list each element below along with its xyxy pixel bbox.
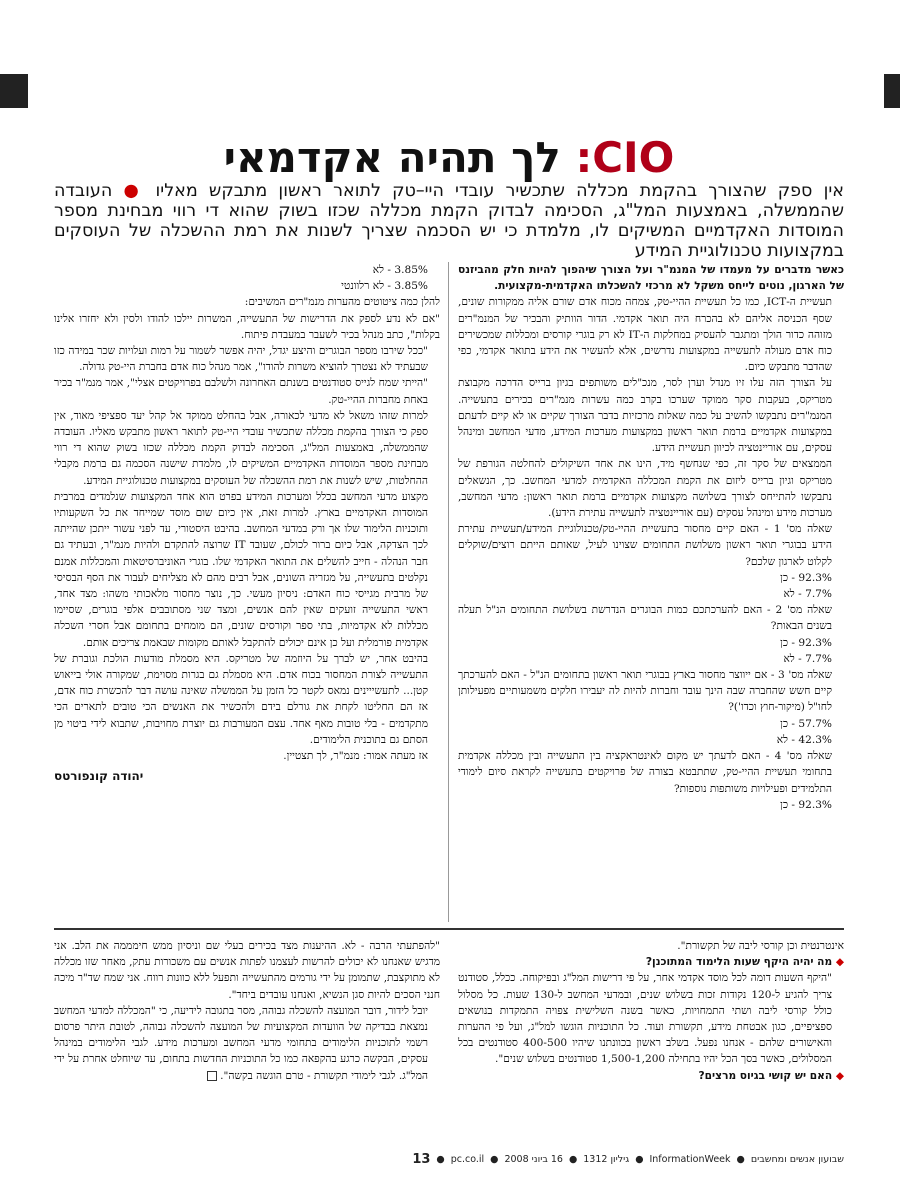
paragraph: למרות שזהו משאל לא מדעי לכאורה, אבל בהחלט ממוקד אל קהל יעד ספציפי מאוד, אין ספק כי הצורך בהקמת מכללה שתכשיר עובדי היי-טק לתואר ראשון מתבקש מאליו. העובדה שהממשלה, באמצעות המל"ג, הסכימה לבדוק הקמת מכללה שכזו בשוק שהוא די רווי מבחינת מספר המוסדות האקדמיים המשיקים לו, מלמדת שישנה הסכמה גם ברמת מקבלי ההחלטות, שיש לשנות את רמת ההשכלה של העוסקים במקצועות טכנולוגיית המידע. [54, 409, 428, 487]
paragraph: בהיבט אחר, יש לברך על היוזמה של מטריקס. היא מסמלת מודעות הולכת וגוברת של התעשייה לצורת המחסור בכוח אדם. היא מסמלת גם בגרות מסוימת, שמקורה אולי בייאוש קטן... לתעשייינים נמאס לקטר כל הזמן על הממשלה שאינה עושה דבר להכשרת כוח אדם, אז הם החליטו לקחת את גורלם בידם ולהכשיר את האנשים הכי טובים לתארים הכי מתקדמים - בלי טובות מאף אחד. עצם המעורבות גם יוצרת מחויבות, שתבוא לידי ביטוי מן הסתם גם בתוכנית הלימודים. [54, 652, 428, 746]
survey-question-1: שאלה מס' 1 - האם קיים מחסור בתעשיית ההיי-טק/טכנולוגיית המידע/תעשיית עתירת הידע בבוגרי תואר ראשון משלושת התחומים שצוינו לעיל, שאותם הייתם רוצים/שוקלים לקלוט לארגון שלכם? [458, 523, 832, 568]
top-left-bar [0, 74, 28, 108]
diamond-icon: ◆ [835, 956, 844, 969]
subhead [458, 954, 844, 970]
headline-title: לך תהיה אקדמאי [223, 133, 561, 182]
survey-question-2: שאלה מס' 2 - האם להערכתכם כמות הבוגרים הנדרשת בשלושת התחומים הנ"ל תעלה בשנים הבאות? [458, 604, 832, 633]
top-right-bar [884, 74, 900, 108]
paragraph: "להפתעתי הרבה - לא. ההיענות מצד בכירים בעלי שם וניסיון ממש חימממה את הלב. אני מדגיש שאנחנו לא יכולים להרשות לעצמנו לפתות אנשים עם משכורות עתק, מאחר שזו מכללה לא מתוקצבת, שתמומן על ידי גורמים מהתעשייה ותפעל ללא כוונות רווח. אני שמח שד"ר מיכה חנני הסכים להיות סגן הנשיא, ואנחנו עובדים ביחד". [54, 940, 440, 1001]
left-column [54, 262, 440, 785]
paragraph: אינטרנטית וכן קורסי ליבה של תקשורת". [677, 940, 844, 952]
headline-cio: CIO: [575, 133, 675, 182]
paragraph: על הצורך הזה עלו זיו מנדל וערן לסר, מנכ"לים משותפים בגיון ברייס הדרכה מקבוצת מטריקס, בעקבות סקר ממוקד שערכו בקרב כמה עשרות מנמ"רים בכירים בתעשייה. המנמ"רים נתבקשו להשיב על כמה שאלות מרכזיות בדבר הצורך שקיים או לא קיים לדעתם במקצועות אקדמיים ברמת תואר ראשון במקצועות מערכות המידע, מדעי המחשב ומינהל עסקים, עם אוריינטציה לכיוון תעשיית הידע. [458, 377, 832, 455]
subhead [458, 1068, 844, 1084]
page [54, 0, 844, 1202]
survey-answer: 7.7% - לא [783, 588, 832, 601]
main-columns [54, 262, 844, 922]
footer-brand: InformationWeek [649, 1154, 731, 1165]
headline [54, 130, 844, 186]
quote: "הייתי שמח לגייס סטודנטים בשנתם האחרונה ולשלבם בפרויקטים אצלי", אמר מנמ"ר בכיר באחת מחברות ההיי-טק. [54, 377, 428, 406]
paragraph: הממצאים של סקר זה, כפי שנחשף מיד, הינו את אחד השיקולים להחלטה הגורפת של מטריקס וגיון ברייס ליזום את הקמת המכללה האקדמית למדעי המחשב. כך, הנשאלים נתבקשו להתייחס לצורך בשלושה מקצועות אקדמיים ברמת תואר ראשון: מדעי המחשב, מערכות מידע ומינהל עסקים (עם אוריינטציה לתעשייה עתירת הידע). [458, 458, 832, 520]
quote: "אם לא נדע לספק את הדרישות של התעשייה, המשרות יילכו להודו ולסין ולא יחזרו אלינו בקלות", כתב מנהל בכיר לשעבר במעבדת פיתוח. [54, 312, 440, 341]
footer-separator-icon: ● [490, 1154, 499, 1165]
paragraph: מקצוע מדעי המחשב בכלל ומערכות המידע בפרט הוא אחד המקצועות שנלמדים במרבית המוסדות האקדמיים בארץ. למרות זאת, אין כיום שום מוסד שמייחד את כל השקעותיו ותוכניות הלימוד שלו אך ורק במדעי המחשב. בהיבט היסטורי, עד לפני עשור ייתכן שהייתה לכך הצדקה, אבל כיום ברור לכולם, שעובד IT שרוצה להתקדם ולהיות מנמ"ר, ובעתיד גם חבר הנהלה - חייב להשלים את התואר האקדמי שלו. בוגרי האוניברסיטאות והמכללות אמנם נקלטים בתעשייה, על מגזריה השונים, אבל רבים מהם לא מצליחים לעבור את הסף הבסיסי של מרבית מגייסי כוח האדם: ניסיון מעשי. כך, נוצר מחסור מלאכותי משהו: מצד אחד, ראשי התעשייה זועקים שאין להם אנשים, ומצד שני מסתובבים אלפי בוגרים, שסיימו מכללות לא אקדמיות, בתי ספר וקורסים שונים, הם מומחים בתחומם אבל חסרי השכלה אקדמית פורמלית ועל כן אינם יכולים להתקבל לאותם מקומות שבאמת צריכים אותם. [54, 490, 428, 649]
end-of-article-icon [207, 1071, 217, 1081]
paragraph: אז מעתה אמור: מנמ"ר, לך תצטיין. [283, 750, 428, 763]
survey-question-3: שאלה מס' 3 - אם ייווצר מחסור בארץ בבוגרי תואר ראשון בתחומים הנ"ל - האם להערכתך קיים חשש שהחברה שבה הינך עובד וחברות להיות לה יעבירו חלקים משמעותיים מפעילותן לחו"ל (מיקור-חוץ וכדו')? [458, 669, 832, 714]
footer-separator-icon: ● [436, 1154, 445, 1165]
footer-separator-icon: ● [635, 1154, 644, 1165]
lead-part2: העובדה שהממשלה, באמצעות המל"ג, הסכימה לבדוק הקמת מכללה שכזו בשוק שהוא די רווי מבחינת מספר המוסדות האקדמיים המשיקים לו, מלמדת כי יש הסכמה שצריך לשנות את רמת ההשכלה של העוסקים במקצועות טכנולוגיית המידע [54, 181, 844, 261]
byline: יהודה קונפורטס [54, 769, 144, 784]
bottom-left-column [54, 938, 440, 1084]
bullet-dot-icon: ● [123, 181, 145, 201]
subhead-text: האם יש קושי בגיוס מרצים? [698, 1069, 833, 1082]
paragraph-text: יובל לידור, דובר המועצה להשכלה גבוהה, מסר בתגובה לידיעה, כי "המכללה למדעי המחשב נמצאת בבדיקה של הוועדות המקצועיות של המועצה להשכלה גבוהה, לטובת היתר פרסום רשמי לתוכניות הלימודים בתחומי מדעי המחשב ומערכות מידע. לגבי הלימודים במינהל עסקים, הבקשה כרגע בהקפאה כמו כל התוכניות החדשות בתחום, עד שיוחלט אחרת על ידי המל"ג. לגבי לימודי תקשורת - טרם הוגשה בקשה". [54, 1004, 428, 1082]
paragraph: להלן כמה ציטוטים מהערות מנמ"רים המשיבים: [244, 296, 440, 309]
section-divider [54, 928, 844, 930]
survey-answer: 92.3% - כן [780, 636, 832, 649]
intro-paragraph: כאשר מדברים על מעמדו של המנמ"ר ועל הצורך שיהפוך להיות חלק מהביזנס של הארגון, נוטים לייחס משקל לא מרכזי להשכלתו האקדמית-מקצועית. [458, 264, 844, 293]
quote: "ככל שירבו מספר הבוגרים והיצע יגדל, יהיה אפשר לשמור על רמות ועלויות שכר במידה כזו שבעתיד לא נצטרך להוציא משרות להודו", אמר מנהל כוח אדם בחברת היי-טק גדולה. [54, 345, 428, 374]
paragraph: "היקף השעות דומה לכל מוסד אקדמי אחר, על פי דרישות המל"ג ובפיקוחה. ככלל, סטודנט צריך להגיע ל-120 נקודות זכות בשלוש שנים, ובמדעי המחשב ל-130 שעות. כל מסלול כולל קורסי ליבה ושתי התמחויות, כאשר בשנה השלישית צפויה התמקדות בנושאים ספציפיים, כגון אבטחת מידע, תקשורת ועוד. כל התוכניות הוגשו למל"ג, ועל פי ההערות והאישורים שלהם - אנחנו נפעל. בשלב ראשון בכוונתנו שיהיו 400-500 סטודנטים בכל המסלולים, כאשר בסך הכל יהיו בתחילה 1,500-1,200 סטודנטים בשלוש שנים". [458, 972, 833, 1066]
survey-answer: 92.3% - כן [780, 571, 832, 584]
footer-site: pc.co.il [450, 1154, 485, 1165]
lead-part1: אין ספק שהצורך בהקמת מכללה שתכשיר עובדי היי–טק לתואר ראשון מתבקש מאליו [155, 181, 844, 201]
column-divider [448, 262, 449, 922]
paragraph [54, 1003, 440, 1084]
footer-issue: גיליון 1312 [583, 1154, 630, 1165]
right-column [458, 262, 844, 813]
survey-question-4: שאלה מס' 4 - האם לדעתך יש מקום לאינטראקציה בין התעשייה ובין מכללה אקדמית בתחומי תעשיית ההיי-טק, שתתבטא בצורה של פרויקטים בתעשייה לקראת סיום לימודי התלמידים ופעילויות משותפות נוספות? [458, 750, 832, 795]
survey-answer: 7.7% - לא [783, 652, 832, 665]
bottom-right-column [458, 938, 844, 1084]
survey-answer: 57.7% - כן [780, 717, 832, 730]
subhead-text: מה יהיה היקף שעות הלימוד המתוכנן? [645, 956, 833, 969]
footer-separator-icon: ● [568, 1154, 578, 1165]
lead-paragraph [54, 181, 844, 261]
survey-answer: 3.85% - לא [372, 264, 428, 276]
footer-separator-icon: ● [736, 1154, 745, 1165]
survey-answer: 92.3% - כן [780, 798, 832, 811]
survey-answer: 3.85% - לא רלוונטי [341, 280, 428, 293]
paragraph: תעשיית ה-ICT, כמו כל תעשיית ההיי-טק, צמחה מכוח אדם שורם אליה ממקורות שונים, שסף הכניסה אליהם לא בהכרח היה תואר אקדמי. הדור הוותיק והבכיר של המנמ"רים מזוהה כדור הולך ומתגבר להעסיק במחלקות ה-IT לא רק בוגרי קורסים ומכללות שמכשירים כוח אדם מעולה לתעשייה במקצועות נדרשים, אלא להעשיר את הידע בתואר אקדמי, כפי שהדבר מתבקש כיום. [458, 296, 833, 374]
page-number: 13 [412, 1152, 431, 1167]
page-footer [34, 1152, 844, 1167]
diamond-icon: ◆ [835, 1069, 844, 1082]
bottom-columns [54, 938, 844, 1148]
survey-answer: 42.3% - לא [776, 733, 832, 746]
footer-date: 16 ביוני 2008 [504, 1154, 563, 1165]
footer-publication: שבועון אנשים ומחשבים [750, 1154, 844, 1165]
